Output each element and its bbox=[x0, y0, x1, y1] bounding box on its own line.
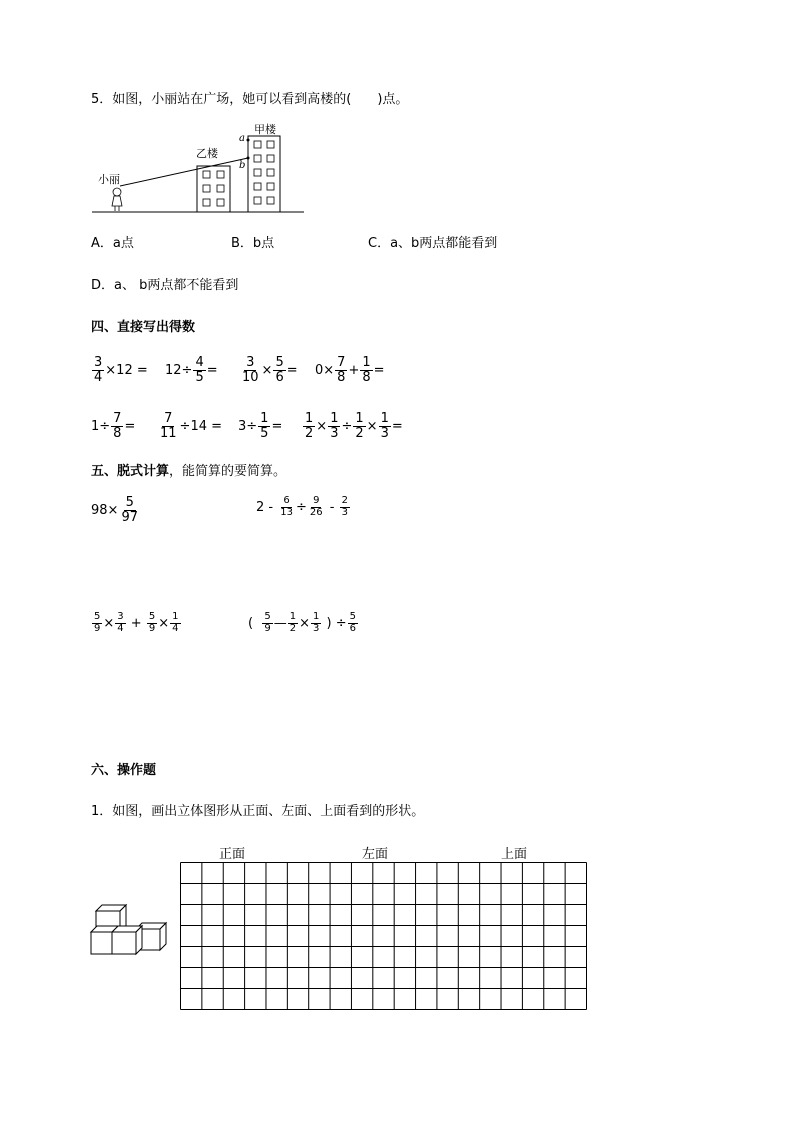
cube-solid-figure bbox=[88, 898, 170, 960]
section4-title: 四、直接写出得数 bbox=[91, 320, 196, 335]
section6-q1: 1．如图，画出立体图形从正面、左面、上面看到的形状。 bbox=[91, 804, 425, 819]
option-d: D．a、 b两点都不能看到 bbox=[91, 278, 239, 293]
calc-item: $\frac{1}{2}$ × $\frac{1}{3}$ ÷ $\frac{1}{2}$ × $\frac{1}{3}$ = bbox=[305, 411, 403, 441]
calc-item: 3÷ $\frac{1}{5}$ = bbox=[238, 411, 283, 441]
calc-item: 12÷ $\frac{4}{5}$ = bbox=[165, 355, 218, 385]
buildings-figure bbox=[90, 118, 310, 218]
q5-stem: 5．如图，小丽站在广场，她可以看到高楼的( )点。 bbox=[91, 92, 409, 107]
calc-item: $\frac{5}{9}$ × $\frac{3}{4}$ + $\frac{5}{9}$ × $\frac{1}{4}$ bbox=[94, 611, 179, 634]
calc-item: 2 - $\frac{6}{13}$ ÷ $\frac{9}{26}$ - $\frac{2}{3}$ bbox=[256, 495, 348, 518]
calc-item: $\frac{7}{11}$ ÷14 = bbox=[160, 411, 223, 441]
drawing-grid bbox=[180, 862, 588, 1012]
calc-item: $\frac{3}{4}$ ×12 = bbox=[94, 355, 148, 385]
girl-label: 小丽 bbox=[98, 173, 120, 186]
girl-icon bbox=[112, 188, 122, 211]
section6-title: 六、操作题 bbox=[91, 763, 157, 778]
section5-title: 五、脱式计算，能简算的要简算。 bbox=[91, 464, 287, 479]
calc-item: $\frac{3}{10}$ × $\frac{5}{6}$ = bbox=[242, 355, 298, 385]
calc-item: 1÷ $\frac{7}{8}$ = bbox=[91, 411, 136, 441]
point-a-label: a bbox=[239, 133, 245, 144]
building-yi-label: 乙楼 bbox=[196, 147, 218, 160]
calc-item: 0× $\frac{7}{8}$ + $\frac{1}{8}$ = bbox=[315, 355, 385, 385]
option-b: B．b点 bbox=[231, 236, 275, 251]
building-jia-label: 甲楼 bbox=[254, 123, 276, 136]
option-a: A．a点 bbox=[91, 236, 134, 251]
left-view-label: 左面 bbox=[362, 847, 389, 862]
top-view-label: 上面 bbox=[501, 847, 528, 862]
calc-item: ( $\frac{5}{9}$ — $\frac{1}{2}$ × $\frac{1}{3}$ ) ÷ $\frac{5}{6}$ bbox=[248, 611, 357, 634]
front-view-label: 正面 bbox=[219, 847, 246, 862]
calc-item: 98× $\frac{5}{97}$ bbox=[91, 495, 138, 525]
point-b-label: b bbox=[239, 160, 246, 171]
option-c: C．a、b两点都能看到 bbox=[368, 236, 498, 251]
